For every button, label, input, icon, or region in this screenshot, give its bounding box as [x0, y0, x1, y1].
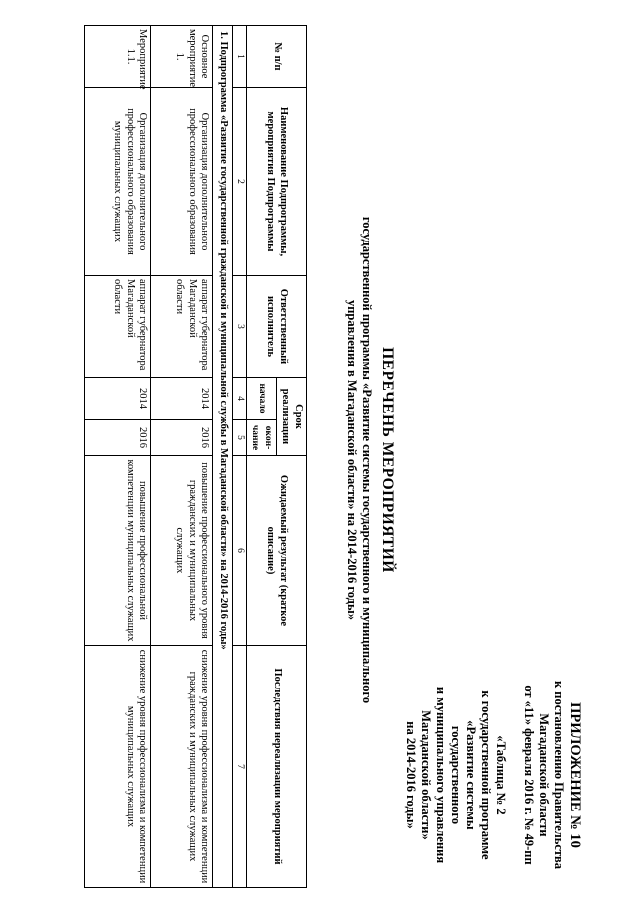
row-executor: аппарат губернатора Магаданской области [151, 276, 213, 378]
row-executor: аппарат губернатора Магаданской области [85, 276, 151, 378]
appendix-title: ПРИЛОЖЕНИЕ № 10 [567, 702, 583, 848]
header-period: Срок реализации [277, 378, 307, 456]
page-title: ПЕРЕЧЕНЬ МЕРОПРИЯТИЙ [379, 347, 396, 573]
page-subtitle: управления в Магаданской области» на 2014-2016 годы» [345, 299, 359, 621]
table-row [85, 26, 151, 888]
column-number: 4 [233, 378, 247, 420]
row-end: 2016 [85, 420, 151, 456]
table-note-block [403, 670, 508, 880]
row-num: Мероприятие 1.1. [85, 26, 151, 88]
row-consequence: снижение уровня профессионализма и компетенции муниципальных служащих [85, 646, 151, 888]
table-note-line: к государственной программе [479, 690, 493, 860]
header-executor: Ответственный исполнитель [247, 276, 307, 378]
row-consequence: снижение уровня профессионализма и компетенции гражданских и муниципальных служащих [151, 646, 213, 888]
appendix-date-line: от «11» февраля 2016 г. № 49-пп [522, 685, 536, 865]
header-name: Наименование Подпрограммы, мероприятия Подпрограммы [247, 88, 307, 276]
header-num: № п/п [247, 26, 307, 88]
appendix-line: к постановлению Правительства [552, 680, 566, 870]
header-start: начало [247, 378, 277, 420]
header-end: окон-чание [247, 420, 277, 456]
row-end: 2016 [151, 420, 213, 456]
appendix-line: Магаданской области [537, 713, 551, 837]
table-note-line: и муниципального управления [434, 686, 448, 864]
table-note-line: Магаданской области» [419, 710, 433, 840]
row-start: 2014 [151, 378, 213, 420]
column-number: 5 [233, 420, 247, 456]
row-name: Организация дополнительного профессионального образования муниципальных служащих [85, 88, 151, 276]
column-number: 1 [233, 26, 247, 88]
section-title: 1. Подпрограмма «Развитие государственной гражданской и муниципальной службы в Магаданской области» на 2014-2016 годы» [213, 26, 233, 888]
appendix-block [521, 670, 582, 880]
document-heading [344, 180, 396, 740]
table-note-line: «Таблица № 2 [494, 735, 508, 815]
column-number-row [233, 26, 247, 888]
page-subtitle: государственной программы «Развитие системы государственного и муниципального [360, 216, 374, 704]
table-row [151, 26, 213, 888]
column-number: 3 [233, 276, 247, 378]
row-result: повышение профессионального уровня гражданских и муниципальных служащих [151, 456, 213, 646]
row-start: 2014 [85, 378, 151, 420]
table-note-line: «Развитие системы государственного [449, 720, 478, 830]
row-num: Основное мероприятие 1. [151, 26, 213, 88]
column-number: 7 [233, 646, 247, 888]
activities-table [85, 25, 308, 888]
column-number: 6 [233, 456, 247, 646]
header-consequence: Последствия нереализации мероприятий [247, 646, 307, 888]
header-result: Ожидаемый результат (краткое описание) [247, 456, 307, 646]
row-name: Организация дополнительного профессионального образования [151, 88, 213, 276]
table-note-line: на 2014-2016 годы» [404, 721, 418, 829]
row-result: повышение профессиональной компетенции муниципальных служащих [85, 456, 151, 646]
table-header-row [277, 26, 307, 888]
column-number: 2 [233, 88, 247, 276]
section-row [213, 26, 233, 888]
